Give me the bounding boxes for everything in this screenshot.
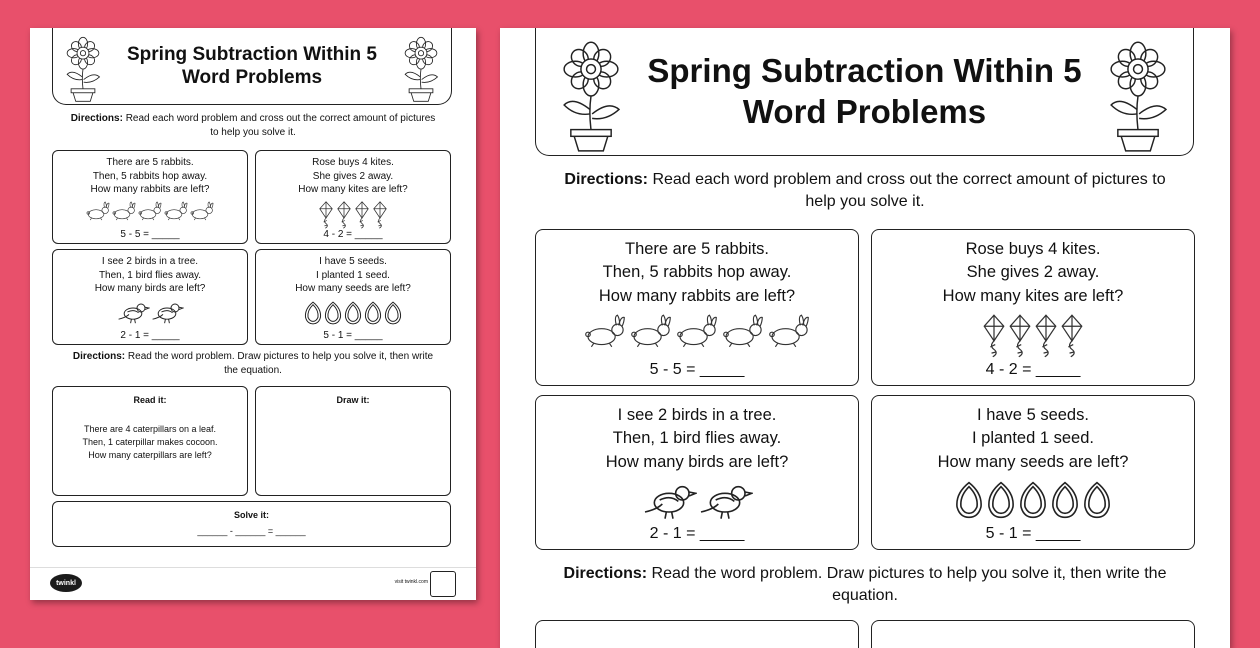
seed-icon xyxy=(343,300,363,326)
rabbit-icon xyxy=(137,201,163,221)
seed-icon xyxy=(985,480,1017,520)
draw-it-box[interactable] xyxy=(871,620,1195,648)
bird-icon xyxy=(150,300,184,324)
rabbit-icon xyxy=(163,201,189,221)
seed-icon xyxy=(953,480,985,520)
rabbit-icon xyxy=(111,201,137,221)
problem-card: I have 5 seeds. I planted 1 seed. How many seeds are left? 5 - 1 = _____ xyxy=(871,395,1195,550)
flower-pot-icon xyxy=(63,36,103,102)
kite-icon xyxy=(1059,314,1085,358)
page-title: Spring Subtraction Within 5 Word Problems xyxy=(127,43,377,88)
seed-icon xyxy=(383,300,403,326)
directions-text: Directions: Read each word problem and cross out the correct amount of pictures to help you solve it. xyxy=(564,171,1166,211)
page-title: Spring Subtraction Within 5 Word Problems xyxy=(647,52,1082,130)
rabbit-icon xyxy=(582,314,628,348)
equation: 4 - 2 = _____ xyxy=(985,361,1081,378)
directions-text: Directions: Read each word problem and cross out the correct amount of pictures to help you solve it. xyxy=(70,113,436,138)
problem-card: I see 2 birds in a tree. Then, 1 bird flies away. How many birds are left? 2 - 1 = _____ xyxy=(52,249,248,345)
bird-icon xyxy=(116,300,150,324)
equation: 5 - 1 = _____ xyxy=(985,525,1081,542)
title-banner xyxy=(535,28,1194,156)
seed-icon xyxy=(323,300,343,326)
solve-it-box[interactable]: Solve it: ______ - ______ = ______ xyxy=(52,501,451,547)
footer-url: visit twinkl.com xyxy=(394,579,428,585)
title-banner xyxy=(52,28,452,105)
rabbit-icon xyxy=(85,201,111,221)
problem-card: There are 5 rabbits. Then, 5 rabbits hop away. How many rabbits are left? 5 - 5 = _____ xyxy=(535,229,859,386)
kite-icon xyxy=(317,201,335,229)
kite-icon xyxy=(335,201,353,229)
bird-icon xyxy=(697,480,753,520)
problem-card: I have 5 seeds. I planted 1 seed. How many seeds are left? 5 - 1 = _____ xyxy=(255,249,451,345)
problem-card: Rose buys 4 kites. She gives 2 away. How many kites are left? 4 - 2 = _____ xyxy=(871,229,1195,386)
rabbit-icon xyxy=(628,314,674,348)
read-it-box: Read it: There are 4 caterpillars on a leaf. Then, 1 caterpillar makes cocoon. How many caterpillars are left? xyxy=(52,386,248,496)
rabbit-icon xyxy=(766,314,812,348)
flower-pot-icon xyxy=(1103,40,1173,152)
problem-card: I see 2 birds in a tree. Then, 1 bird flies away. How many birds are left? 2 - 1 = _____ xyxy=(535,395,859,550)
equation: 5 - 1 = _____ xyxy=(323,330,383,341)
worksheet-preview-large xyxy=(500,28,1230,648)
kite-icon xyxy=(353,201,371,229)
seed-icon xyxy=(1081,480,1113,520)
solve-it-equation: ______ - ______ = ______ xyxy=(197,526,306,536)
worksheet-preview-small xyxy=(30,28,476,600)
directions-text: Directions: Read the word problem. Draw pictures to help you solve it, then write the equation. xyxy=(72,351,434,376)
problem-card: Rose buys 4 kites. She gives 2 away. How many kites are left? 4 - 2 = _____ xyxy=(255,150,451,244)
equation: 2 - 1 = _____ xyxy=(120,330,180,341)
problem-card: There are 5 rabbits. Then, 5 rabbits hop away. How many rabbits are left? 5 - 5 = _____ xyxy=(52,150,248,244)
kite-icon xyxy=(1007,314,1033,358)
seed-icon xyxy=(363,300,383,326)
directions-text: Directions: Read the word problem. Draw pictures to help you solve it, then write the equation. xyxy=(563,565,1167,605)
equation: 5 - 5 = _____ xyxy=(649,361,745,378)
flower-pot-icon xyxy=(401,36,441,102)
draw-it-box[interactable]: Draw it: xyxy=(255,386,451,496)
read-it-box xyxy=(535,620,859,648)
flower-pot-icon xyxy=(556,40,626,152)
kite-icon xyxy=(371,201,389,229)
rabbit-icon xyxy=(189,201,215,221)
footer xyxy=(30,567,476,600)
equation: 4 - 2 = _____ xyxy=(323,229,383,240)
seed-icon xyxy=(1017,480,1049,520)
badge-icon xyxy=(430,571,456,597)
equation: 5 - 5 = _____ xyxy=(120,229,180,240)
bird-icon xyxy=(641,480,697,520)
rabbit-icon xyxy=(720,314,766,348)
seed-icon xyxy=(303,300,323,326)
twinkl-logo: twinkl xyxy=(50,574,82,592)
kite-icon xyxy=(981,314,1007,358)
equation: 2 - 1 = _____ xyxy=(649,525,745,542)
rabbit-icon xyxy=(674,314,720,348)
seed-icon xyxy=(1049,480,1081,520)
kite-icon xyxy=(1033,314,1059,358)
